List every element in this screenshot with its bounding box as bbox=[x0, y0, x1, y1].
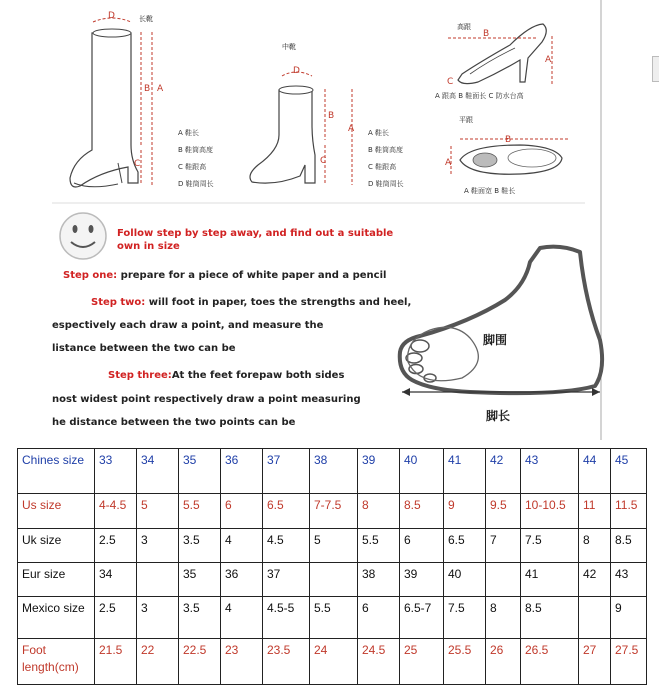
table-cell: 4.5 bbox=[263, 529, 310, 563]
table-cell: 36 bbox=[221, 563, 263, 597]
table-cell bbox=[310, 563, 358, 597]
table-cell: 3 bbox=[137, 529, 179, 563]
flat-shoe-dim-a: A bbox=[445, 158, 452, 168]
table-cell: 26.5 bbox=[521, 639, 579, 685]
table-cell: 44 bbox=[579, 449, 611, 494]
table-cell: 45 bbox=[611, 449, 647, 494]
svg-text:A 鞋长: A 鞋长 bbox=[368, 129, 390, 137]
table-cell: 7 bbox=[486, 529, 521, 563]
table-cell: 26 bbox=[486, 639, 521, 685]
table-cell: 3.5 bbox=[179, 529, 221, 563]
table-cell: 7.5 bbox=[444, 597, 486, 639]
table-cell: 6 bbox=[358, 597, 400, 639]
high-heel-title: 高跟 bbox=[457, 23, 471, 31]
eur-size-row bbox=[18, 563, 647, 597]
flat-shoe-dim-b: B bbox=[505, 135, 512, 145]
size-chart-table bbox=[17, 448, 647, 685]
table-cell: 4-4.5 bbox=[95, 494, 137, 529]
ankle-boot-title: 中靴 bbox=[282, 43, 296, 51]
high-heel-legend: A 跟高 B 鞋面长 C 防水台高 bbox=[435, 92, 524, 100]
table-cell: 11.5 bbox=[611, 494, 647, 529]
svg-text:D 鞋筒周长: D 鞋筒周长 bbox=[178, 180, 214, 188]
table-cell bbox=[486, 563, 521, 597]
ankle-boot-dim-a: A bbox=[348, 124, 355, 134]
table-cell: 9 bbox=[611, 597, 647, 639]
table-cell: 43 bbox=[611, 563, 647, 597]
table-cell: 4 bbox=[221, 597, 263, 639]
foot-length-label: 脚长 bbox=[486, 409, 511, 423]
flat-shoe-title: 平跟 bbox=[459, 116, 473, 124]
table-cell: 25.5 bbox=[444, 639, 486, 685]
tall-boot-dim-d: D bbox=[108, 11, 115, 21]
table-cell: 37 bbox=[263, 449, 310, 494]
table-cell: 6.5-7 bbox=[400, 597, 444, 639]
svg-text:D 鞋筒周长: D 鞋筒周长 bbox=[368, 180, 404, 188]
table-cell: 8.5 bbox=[400, 494, 444, 529]
scroll-tab-handle[interactable] bbox=[652, 56, 659, 82]
tall-boot-title: 长靴 bbox=[139, 15, 153, 23]
table-cell: 24.5 bbox=[358, 639, 400, 685]
step-three: Step three:At the feet forepaw both sides bbox=[108, 370, 345, 381]
table-cell: 6 bbox=[221, 494, 263, 529]
svg-text:B 鞋筒高度: B 鞋筒高度 bbox=[368, 146, 404, 154]
table-cell: 42 bbox=[579, 563, 611, 597]
table-cell: 5 bbox=[310, 529, 358, 563]
table-cell: 41 bbox=[444, 449, 486, 494]
chinese-size-row bbox=[18, 449, 647, 494]
row-label: Chines size bbox=[18, 449, 95, 494]
table-cell: 6.5 bbox=[444, 529, 486, 563]
table-cell: 4.5-5 bbox=[263, 597, 310, 639]
tall-boot-dim-c: C bbox=[134, 159, 141, 169]
foot-girth-label: 脚围 bbox=[483, 333, 508, 347]
foot-length-row bbox=[18, 639, 647, 685]
table-cell: 8.5 bbox=[611, 529, 647, 563]
table-cell: 42 bbox=[486, 449, 521, 494]
table-cell: 34 bbox=[95, 563, 137, 597]
table-cell: 36 bbox=[221, 449, 263, 494]
table-cell: 39 bbox=[400, 563, 444, 597]
table-cell: 23.5 bbox=[263, 639, 310, 685]
ankle-boot-dim-d: D bbox=[293, 66, 300, 76]
table-cell: 2.5 bbox=[95, 597, 137, 639]
table-cell: 40 bbox=[400, 449, 444, 494]
table-cell: 35 bbox=[179, 563, 221, 597]
table-cell: 9.5 bbox=[486, 494, 521, 529]
tall-boot-dim-b: B bbox=[144, 84, 151, 94]
table-cell: 40 bbox=[444, 563, 486, 597]
table-cell: 41 bbox=[521, 563, 579, 597]
table-cell: 3 bbox=[137, 597, 179, 639]
table-cell: 37 bbox=[263, 563, 310, 597]
ankle-boot-dim-c: C bbox=[320, 156, 327, 166]
table-cell: 8.5 bbox=[521, 597, 579, 639]
table-cell: 27.5 bbox=[611, 639, 647, 685]
table-cell bbox=[137, 563, 179, 597]
table-cell: 25 bbox=[400, 639, 444, 685]
table-cell: 22.5 bbox=[179, 639, 221, 685]
table-cell: 22 bbox=[137, 639, 179, 685]
high-heel-dim-a: A bbox=[545, 55, 552, 65]
step-two-line3: listance between the two can be bbox=[52, 343, 236, 354]
table-cell: 39 bbox=[358, 449, 400, 494]
table-cell: 43 bbox=[521, 449, 579, 494]
instructions-title-line1: Follow step by step away, and find out a suitable bbox=[117, 228, 394, 239]
table-cell: 7.5 bbox=[521, 529, 579, 563]
table-cell: 38 bbox=[358, 563, 400, 597]
table-cell: 11 bbox=[579, 494, 611, 529]
step-three-line3: he distance between the two points can be bbox=[52, 417, 296, 428]
table-cell: 7-7.5 bbox=[310, 494, 358, 529]
table-cell: 24 bbox=[310, 639, 358, 685]
svg-text:C 鞋跟高: C 鞋跟高 bbox=[368, 163, 397, 171]
table-cell: 6.5 bbox=[263, 494, 310, 529]
table-cell: 9 bbox=[444, 494, 486, 529]
table-cell: 34 bbox=[137, 449, 179, 494]
step-three-line2: nost widest point respectively draw a point measuring bbox=[52, 394, 361, 405]
table-cell bbox=[579, 597, 611, 639]
table-cell: 2.5 bbox=[95, 529, 137, 563]
table-cell: 3.5 bbox=[179, 597, 221, 639]
mexico-size-row bbox=[18, 597, 647, 639]
row-label: Us size bbox=[18, 494, 95, 529]
row-label: Eur size bbox=[18, 563, 95, 597]
table-cell: 21.5 bbox=[95, 639, 137, 685]
svg-text:C 鞋跟高: C 鞋跟高 bbox=[178, 163, 207, 171]
row-label: Uk size bbox=[18, 529, 95, 563]
step-two: Step two: will foot in paper, toes the strengths and heel, bbox=[91, 297, 412, 308]
high-heel-dim-b: B bbox=[483, 29, 490, 39]
row-label: Mexico size bbox=[18, 597, 95, 639]
us-size-row bbox=[18, 494, 647, 529]
svg-text:B 鞋筒高度: B 鞋筒高度 bbox=[178, 146, 214, 154]
table-cell: 8 bbox=[486, 597, 521, 639]
instructions-title-line2: own in size bbox=[117, 241, 180, 252]
table-cell: 5 bbox=[137, 494, 179, 529]
table-cell: 10-10.5 bbox=[521, 494, 579, 529]
flat-shoe-legend: A 鞋面宽 B 鞋长 bbox=[464, 187, 516, 195]
table-cell: 8 bbox=[579, 529, 611, 563]
table-cell: 33 bbox=[95, 449, 137, 494]
svg-text:A 鞋长: A 鞋长 bbox=[178, 129, 200, 137]
table-cell: 5.5 bbox=[179, 494, 221, 529]
smiley-face-icon bbox=[60, 213, 106, 259]
step-one: Step one: prepare for a piece of white paper and a pencil bbox=[63, 270, 387, 281]
high-heel-dim-c: C bbox=[447, 77, 454, 87]
row-label: Foot length(cm) bbox=[18, 639, 95, 685]
step-two-line2: espectively each draw a point, and measure the bbox=[52, 320, 324, 331]
table-cell: 35 bbox=[179, 449, 221, 494]
table-cell: 6 bbox=[400, 529, 444, 563]
table-cell: 27 bbox=[579, 639, 611, 685]
tall-boot-dim-a: A bbox=[157, 84, 164, 94]
table-cell: 5.5 bbox=[310, 597, 358, 639]
table-cell: 23 bbox=[221, 639, 263, 685]
table-cell: 5.5 bbox=[358, 529, 400, 563]
table-cell: 4 bbox=[221, 529, 263, 563]
ankle-boot-dim-b: B bbox=[328, 111, 335, 121]
table-cell: 8 bbox=[358, 494, 400, 529]
uk-size-row bbox=[18, 529, 647, 563]
table-cell: 38 bbox=[310, 449, 358, 494]
